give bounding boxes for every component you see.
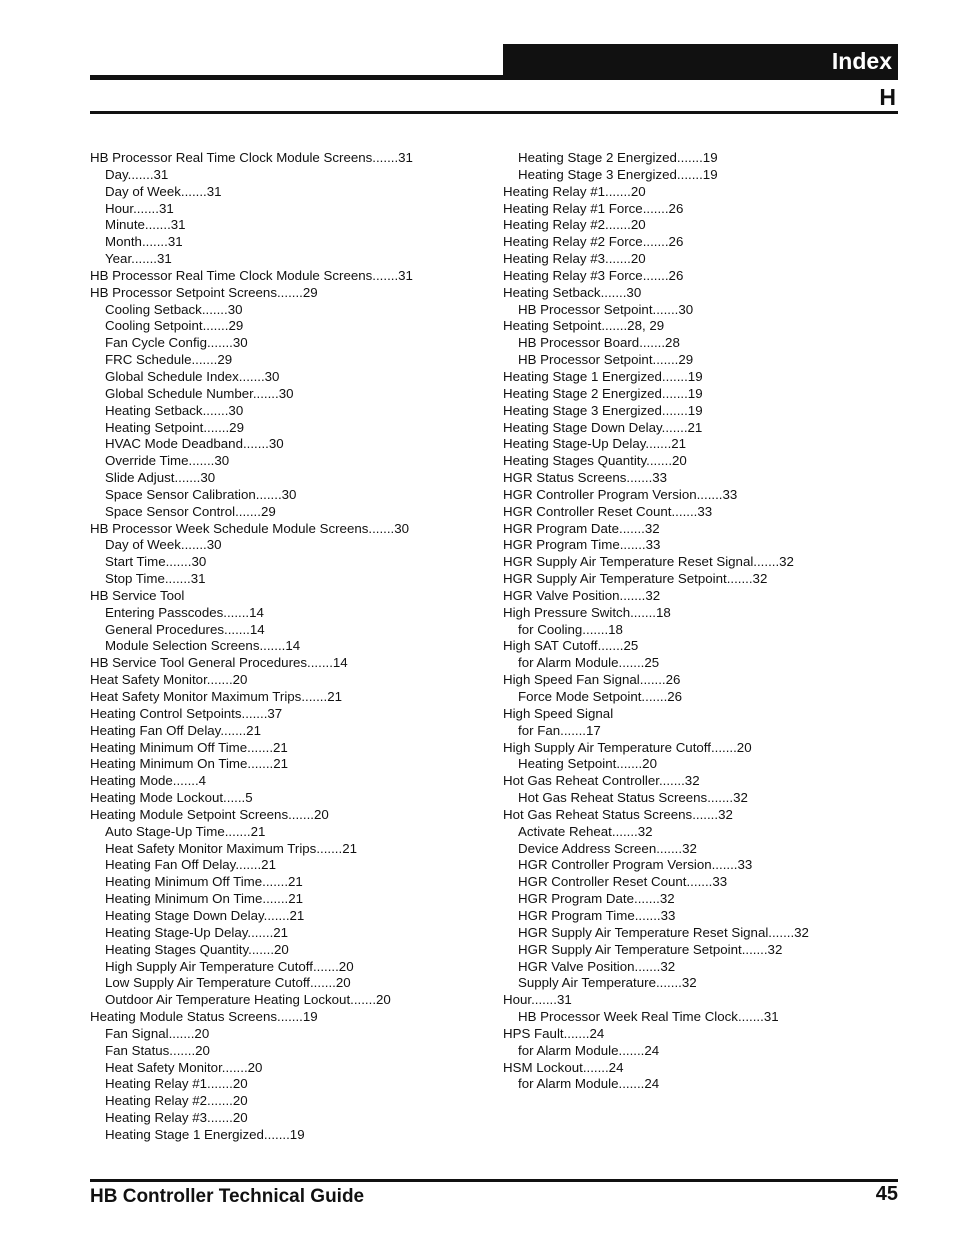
index-subentry: Fan Signal.......20: [105, 1025, 210, 1041]
index-subentry: Outdoor Air Temperature Heating Lockout.......20: [105, 992, 391, 1008]
index-entry: HGR Status Screens.......33: [503, 470, 668, 486]
index-entry: Heating Setpoint.......28, 29: [503, 318, 665, 334]
index-subentry: HGR Program Date.......32: [518, 891, 675, 907]
index-subentry: HB Processor Setpoint.......30: [518, 301, 694, 317]
index-subentry: Heating Relay #1.......20: [105, 1076, 248, 1092]
index-entry: HB Processor Setpoint Screens.......29: [90, 284, 318, 300]
index-entry: High Pressure Switch.......18: [503, 604, 671, 620]
index-entry: HB Processor Real Time Clock Module Screens.......31: [90, 150, 413, 165]
index-entry: Heating Relay #2 Force.......26: [503, 234, 684, 250]
index-subentry: High Supply Air Temperature Cutoff.......20: [105, 958, 354, 974]
index-entry: Heating Minimum Off Time.......21: [90, 739, 288, 755]
index-subentry: Heating Stage 1 Energized.......19: [105, 1126, 305, 1142]
index-entry: Heating Module Status Screens.......19: [90, 1009, 318, 1025]
index-subentry: Override Time.......30: [105, 453, 230, 469]
index-subentry: Device Address Screen.......32: [518, 840, 697, 856]
index-subentry: Low Supply Air Temperature Cutoff.......20: [105, 975, 351, 991]
index-subentry: Activate Reheat.......32: [518, 823, 653, 839]
index-subentry: Slide Adjust.......30: [105, 470, 216, 486]
index-entry: Heating Stage-Up Delay.......21: [503, 436, 687, 452]
index-title: Index: [831, 48, 892, 74]
index-subentry: Stop Time.......31: [105, 571, 206, 587]
index-subentry: Heating Setpoint.......29: [105, 419, 244, 435]
index-column-right: [503, 150, 809, 1093]
index-entry: Heat Safety Monitor Maximum Trips.......21: [90, 689, 342, 704]
index-entry: HPS Fault.......24: [503, 1025, 605, 1041]
index-subentry: Global Schedule Index.......30: [105, 368, 280, 384]
index-subentry: for Cooling.......18: [518, 621, 623, 637]
index-entry: HGR Controller Program Version.......33: [503, 486, 738, 502]
index-subentry: Auto Stage-Up Time.......21: [105, 823, 266, 839]
index-subentry: Fan Cycle Config.......30: [105, 335, 248, 351]
index-subentry: Year.......31: [105, 251, 172, 267]
index-entry: High Speed Signal: [503, 705, 614, 721]
index-entry: Heating Control Setpoints.......37: [90, 705, 283, 721]
index-subentry: for Alarm Module.......24: [518, 1076, 660, 1092]
index-entry: Heating Relay #2.......20: [503, 217, 646, 233]
index-subentry: Heating Relay #2.......20: [105, 1093, 248, 1109]
index-entry: Heating Module Setpoint Screens.......20: [90, 806, 329, 822]
index-subentry: Heating Setpoint.......20: [518, 756, 657, 772]
index-subentry: HB Processor Board.......28: [518, 335, 680, 351]
index-entry: HGR Supply Air Temperature Setpoint.......32: [503, 571, 768, 587]
index-entry: HB Processor Week Schedule Module Screens.......30: [90, 520, 410, 536]
index-subentry: Supply Air Temperature.......32: [518, 975, 697, 991]
index-entry: Heating Relay #1 Force.......26: [503, 200, 684, 216]
index-subentry: Heating Relay #3.......20: [105, 1110, 248, 1126]
index-entry: Heating Mode.......4: [90, 773, 207, 789]
index-entry: HGR Program Time.......33: [503, 537, 661, 553]
index-subentry: Heating Fan Off Delay.......21: [105, 857, 276, 873]
index-subentry: Force Mode Setpoint.......26: [518, 689, 683, 704]
footer-rule: [90, 1179, 898, 1182]
footer-guide-title: HB Controller Technical Guide: [90, 1186, 365, 1207]
index-subentry: HGR Controller Reset Count.......33: [518, 874, 728, 890]
index-entry: HSM Lockout.......24: [503, 1059, 624, 1075]
index-entry: HGR Supply Air Temperature Reset Signal.......32: [503, 554, 794, 570]
index-entry: Heating Mode Lockout......5: [90, 790, 253, 806]
section-rule: [90, 111, 898, 114]
index-entry: Hot Gas Reheat Controller.......32: [503, 773, 700, 789]
index-subentry: Hour.......31: [105, 200, 174, 216]
index-entry: Heating Stage Down Delay.......21: [503, 419, 703, 435]
index-subentry: Month.......31: [105, 234, 183, 250]
index-subentry: Heating Stages Quantity.......20: [105, 941, 289, 957]
index-subentry: Heating Setback.......30: [105, 402, 244, 418]
index-subentry: HGR Supply Air Temperature Setpoint.......32: [518, 941, 783, 957]
index-subentry: Day.......31: [105, 166, 169, 182]
index-subentry: HGR Valve Position.......32: [518, 958, 676, 974]
index-entry: HGR Valve Position.......32: [503, 587, 661, 603]
index-entry: HB Processor Real Time Clock Module Screens.......31: [90, 267, 413, 283]
index-entry: Heating Relay #1.......20: [503, 183, 646, 199]
index-subentry: for Alarm Module.......24: [518, 1042, 660, 1058]
index-subentry: HGR Supply Air Temperature Reset Signal.......32: [518, 924, 809, 940]
index-entry: Heating Fan Off Delay.......21: [90, 722, 261, 738]
index-subentry: Fan Status.......20: [105, 1042, 210, 1058]
index-entry: Heating Stage 1 Energized.......19: [503, 368, 703, 384]
index-entry: HB Service Tool: [90, 587, 185, 603]
index-subentry: Day of Week.......30: [105, 537, 222, 553]
index-entry: Heating Relay #3.......20: [503, 251, 646, 267]
index-subentry: HGR Program Time.......33: [518, 907, 676, 923]
index-entry: Heating Minimum On Time.......21: [90, 756, 289, 772]
index-subentry: General Procedures.......14: [105, 621, 265, 637]
index-subentry: Heating Minimum Off Time.......21: [105, 874, 303, 890]
index-entry: HB Service Tool General Procedures.......14: [90, 655, 348, 671]
index-subentry: Hot Gas Reheat Status Screens.......32: [518, 790, 748, 806]
index-subentry: Start Time.......30: [105, 554, 207, 570]
index-subentry: Heating Minimum On Time.......21: [105, 891, 304, 907]
index-subentry: for Fan.......17: [518, 722, 601, 738]
index-subentry: Space Sensor Calibration.......30: [105, 486, 297, 502]
index-subentry: Global Schedule Number.......30: [105, 385, 294, 401]
index-entry: Heating Setback.......30: [503, 284, 642, 300]
index-entry: High Speed Fan Signal.......26: [503, 672, 681, 688]
index-subentry: HB Processor Week Real Time Clock.......31: [518, 1009, 779, 1025]
index-subentry: Heat Safety Monitor Maximum Trips.......21: [105, 840, 357, 856]
index-column-left: [90, 150, 413, 1144]
index-entry: Heating Relay #3 Force.......26: [503, 267, 684, 283]
index-subentry: Cooling Setpoint.......29: [105, 318, 244, 334]
index-subentry: HB Processor Setpoint.......29: [518, 352, 694, 368]
index-subentry: Day of Week.......31: [105, 183, 222, 199]
index-entry: High Supply Air Temperature Cutoff.......20: [503, 739, 752, 755]
index-entry: Hot Gas Reheat Status Screens.......32: [503, 806, 733, 822]
section-letter: H: [879, 84, 896, 110]
index-subentry: Heat Safety Monitor.......20: [105, 1059, 263, 1075]
page-number: 45: [875, 1183, 898, 1205]
index-subentry: Module Selection Screens.......14: [105, 638, 301, 654]
index-entry: Heat Safety Monitor.......20: [90, 672, 248, 688]
index-subentry: Heating Stage-Up Delay.......21: [105, 924, 289, 940]
index-subentry: Cooling Setback.......30: [105, 301, 243, 317]
index-subentry: HVAC Mode Deadband.......30: [105, 436, 284, 452]
index-entry: Hour.......31: [503, 992, 572, 1008]
index-subentry: HGR Controller Program Version.......33: [518, 857, 753, 873]
index-subentry: Heating Stage Down Delay.......21: [105, 907, 305, 923]
index-entry: High SAT Cutoff.......25: [503, 638, 639, 654]
index-subentry: Space Sensor Control.......29: [105, 503, 276, 519]
index-subentry: Heating Stage 2 Energized.......19: [518, 150, 718, 165]
index-subentry: FRC Schedule.......29: [105, 352, 233, 368]
index-subentry: Entering Passcodes.......14: [105, 604, 264, 620]
index-entry: Heating Stage 2 Energized.......19: [503, 385, 703, 401]
index-entry: HGR Program Date.......32: [503, 520, 660, 536]
index-subentry: Heating Stage 3 Energized.......19: [518, 166, 718, 182]
index-entry: HGR Controller Reset Count.......33: [503, 503, 713, 519]
index-subentry: Minute.......31: [105, 217, 186, 233]
index-entry: Heating Stages Quantity.......20: [503, 453, 687, 469]
header-rule: [90, 75, 898, 80]
index-entry: Heating Stage 3 Energized.......19: [503, 402, 703, 418]
index-subentry: for Alarm Module.......25: [518, 655, 660, 671]
